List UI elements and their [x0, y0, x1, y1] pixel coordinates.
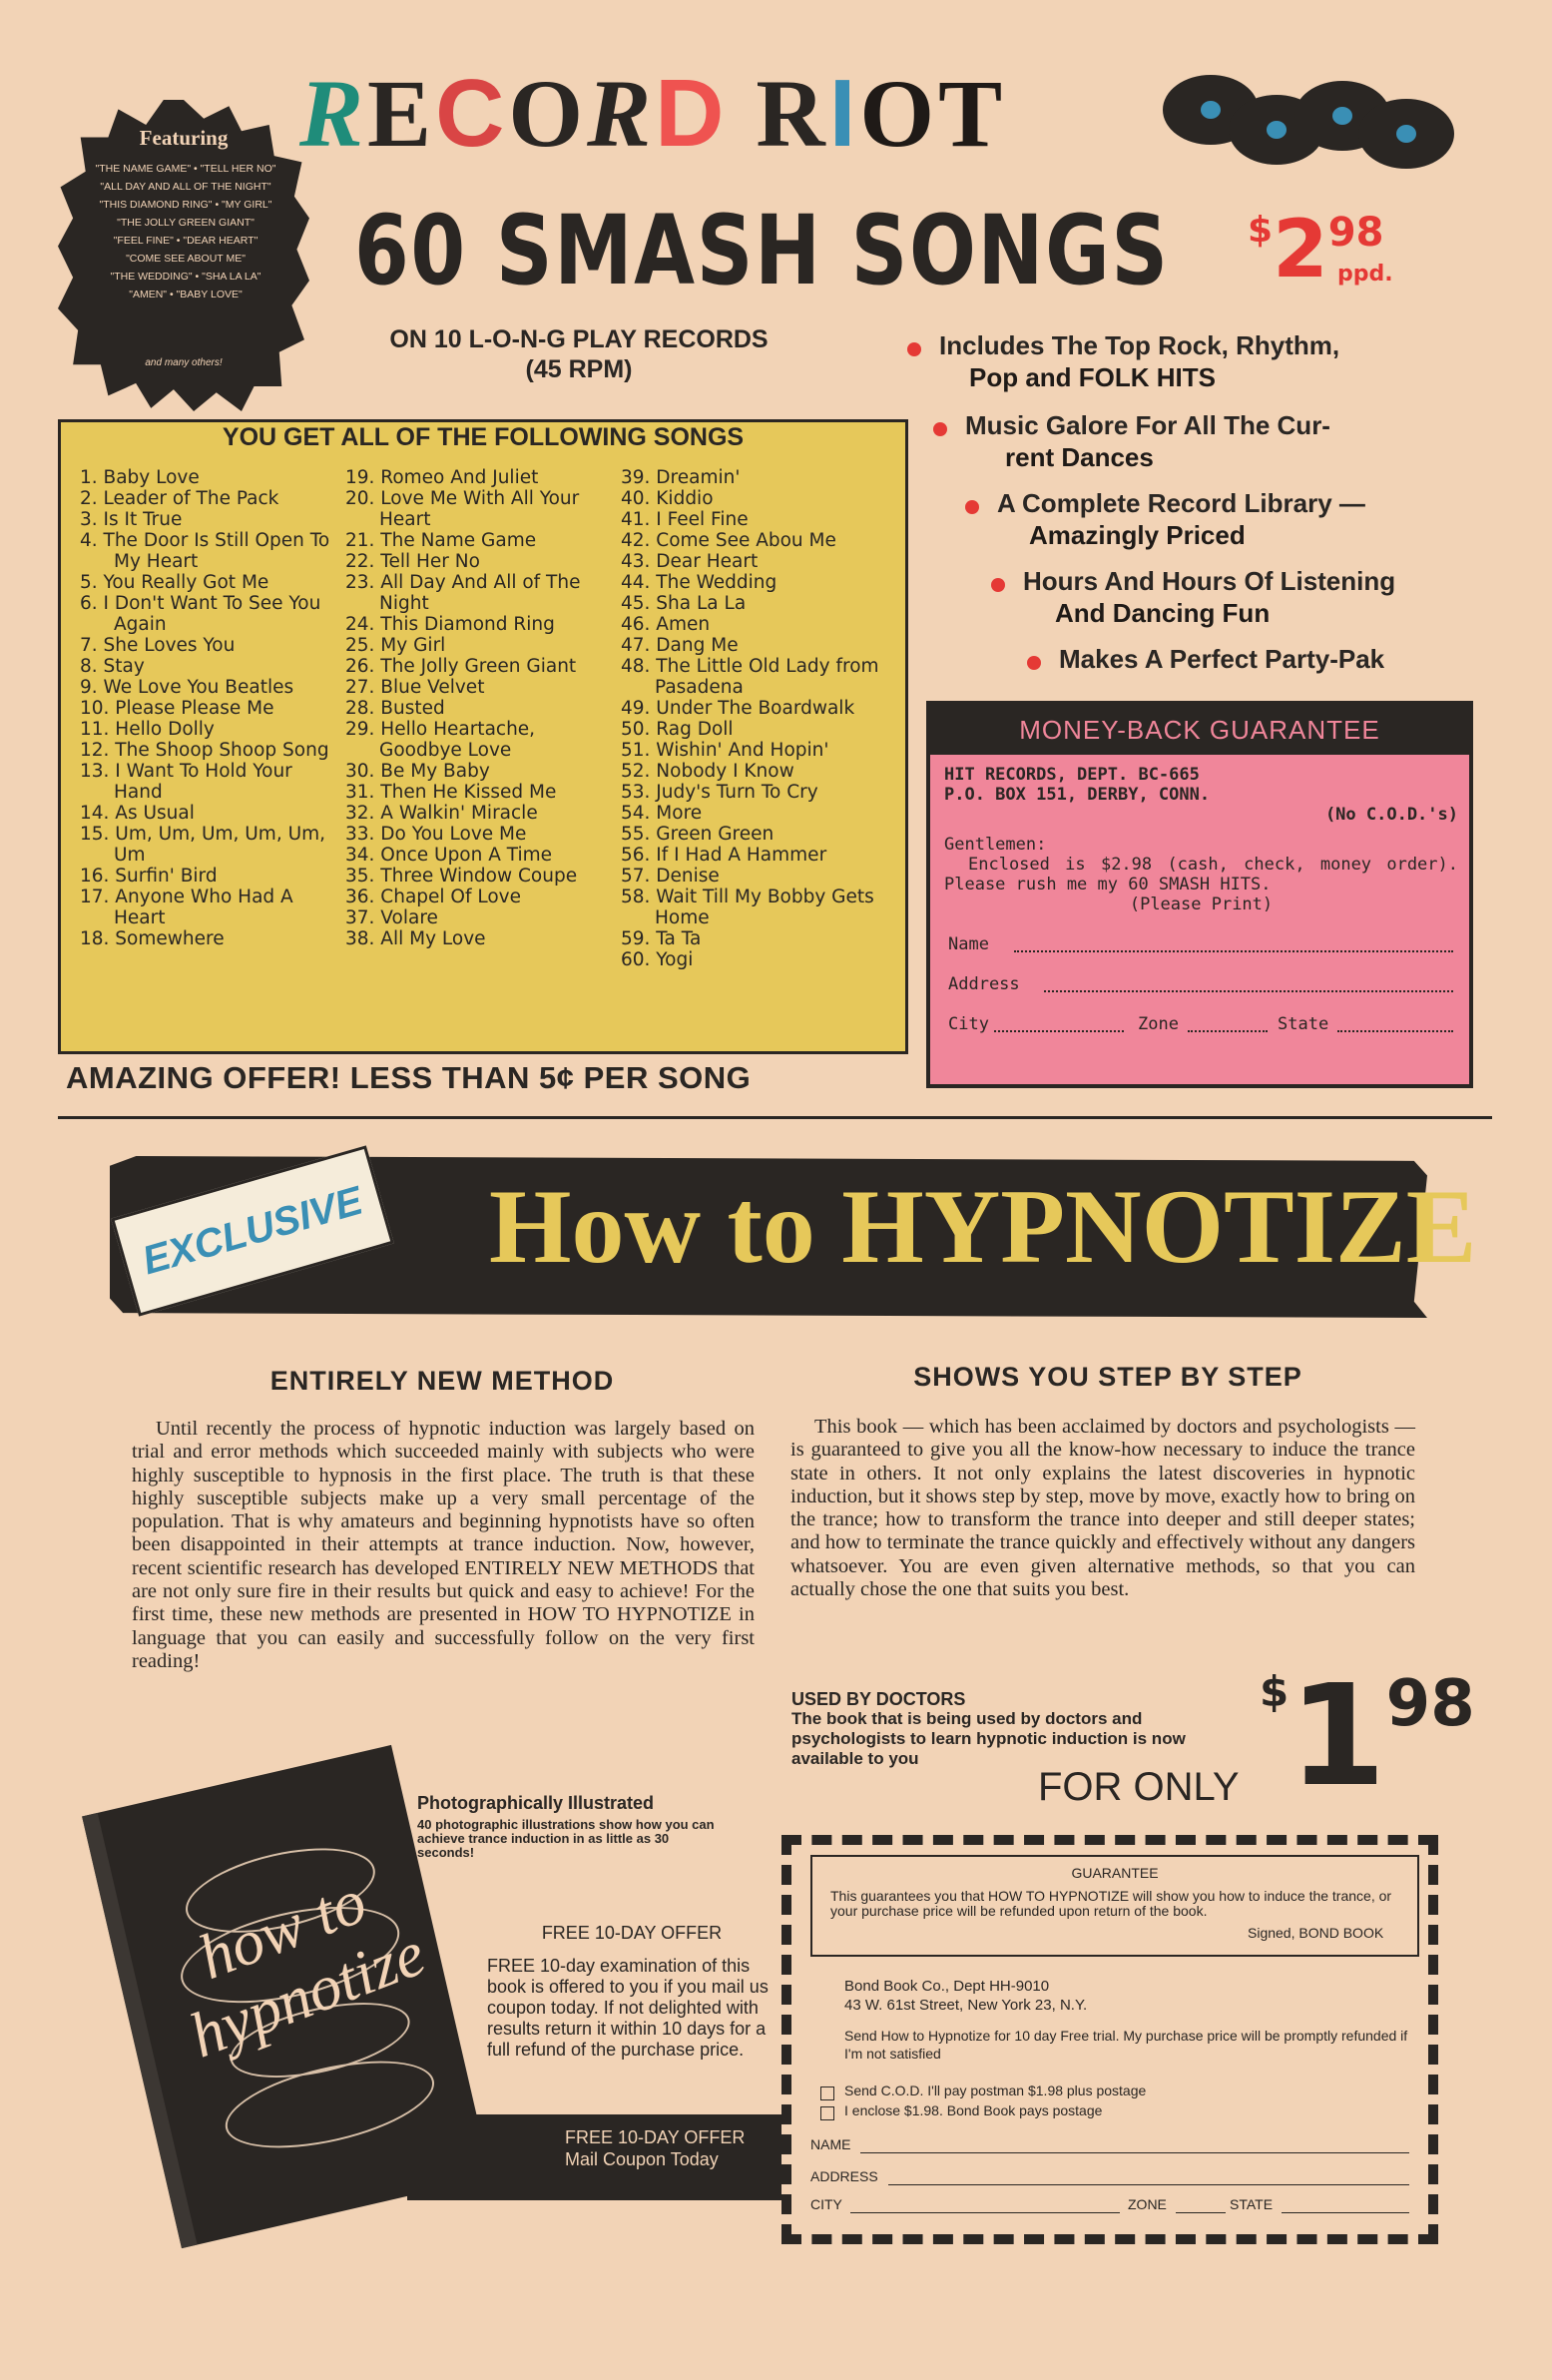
- coupon-state-field[interactable]: [1282, 2212, 1409, 2213]
- songs-column-3: [621, 467, 902, 970]
- song-item: 48. The Little Old Lady from Pasadena: [621, 656, 879, 698]
- coupon-zone-label: ZONE: [1128, 2196, 1167, 2212]
- songs-column-2: [345, 467, 610, 949]
- song-item: 26. The Jolly Green Giant: [345, 656, 577, 677]
- mail-line-1: FREE 10-DAY OFFER: [565, 2127, 746, 2147]
- song-item: 37. Volare: [345, 907, 438, 928]
- divider: [58, 1116, 1492, 1119]
- featuring-item: "COME SEE ABOUT ME": [126, 253, 246, 265]
- hypnotize-title: How to HYPNOTIZE: [489, 1168, 1477, 1285]
- song-item: 7. She Loves You: [80, 635, 236, 656]
- song-item: 58. Wait Till My Bobby Gets Home: [621, 887, 874, 928]
- feature-item-cont: [969, 361, 1216, 393]
- song-item: 15. Um, Um, Um, Um, Um, Um: [80, 824, 326, 866]
- state-field[interactable]: [1337, 1030, 1453, 1032]
- company-name: Bond Book Co., Dept HH-9010: [844, 1978, 1050, 1995]
- price-main: 2: [1273, 203, 1328, 296]
- feature-item: Makes A Perfect Party-Pak: [1059, 644, 1385, 674]
- title-letter: C: [435, 60, 509, 167]
- city-field[interactable]: [994, 1030, 1124, 1032]
- order-details: [844, 1977, 1423, 2063]
- record-disc-icon: [1358, 99, 1454, 169]
- name-label: Name: [948, 934, 989, 954]
- coupon-name-label: NAME: [810, 2136, 851, 2152]
- money-back-body: [944, 765, 1458, 914]
- for-only: FOR ONLY: [1038, 1765, 1240, 1809]
- feature-item-text: rent Dances: [1005, 442, 1154, 472]
- song-item: 24. This Diamond Ring: [345, 614, 555, 635]
- song-item: 9. We Love You Beatles: [80, 677, 294, 698]
- used-text: The book that is being used by doctors and psychologists to learn hypnotic induction is now available to you: [791, 1709, 1186, 1768]
- photo-heading: Photographically Illustrated: [417, 1793, 655, 1813]
- featuring-list: [86, 160, 285, 303]
- featuring-item: "FEEL FINE" • "DEAR HEART": [113, 235, 259, 247]
- song-item: 25. My Girl: [345, 635, 446, 656]
- featuring-item: "AMEN" • "BABY LOVE": [129, 289, 243, 300]
- featuring-title: Featuring: [139, 126, 229, 150]
- prepay-checkbox[interactable]: [820, 2106, 834, 2120]
- coupon-address-field[interactable]: [888, 2184, 1409, 2185]
- song-item: 28. Busted: [345, 698, 445, 719]
- greeting: Gentlemen:: [944, 835, 1047, 855]
- song-item: 54. More: [621, 803, 703, 824]
- address-field[interactable]: [1044, 990, 1453, 992]
- name-field[interactable]: [1014, 950, 1453, 952]
- price-dollar: $: [1260, 1667, 1290, 1716]
- lp-subline: [344, 324, 813, 384]
- price-ppd: ppd.: [1337, 262, 1393, 287]
- coupon-city-field[interactable]: [850, 2212, 1120, 2213]
- title-letter: O: [508, 60, 588, 167]
- mail-coupon-text: [565, 2126, 745, 2170]
- song-item: 43. Dear Heart: [621, 551, 759, 572]
- song-item: 33. Do You Love Me: [345, 824, 527, 845]
- song-item: 56. If I Had A Hammer: [621, 845, 827, 866]
- guarantee-signed: Signed, BOND BOOK: [1248, 1925, 1384, 1941]
- song-item: 4. The Door Is Still Open To My Heart: [80, 530, 330, 572]
- lp-records: ON 10 L-O-N-G PLAY RECORDS: [389, 325, 769, 353]
- order-request: Send How to Hypnotize for 10 day Free trial. My purchase price will be promptly refunded if I'm not satisfied: [844, 2028, 1408, 2062]
- photo-illustrated: [417, 1795, 737, 1860]
- order-address-1: HIT RECORDS, DEPT. BC-665: [944, 765, 1200, 785]
- song-item: 50. Rag Doll: [621, 719, 734, 740]
- featuring-item: "THE JOLLY GREEN GIANT": [117, 217, 255, 229]
- photo-text: 40 photographic illustrations show how you can achieve trance induction in as little as 30 seconds!: [417, 1817, 715, 1860]
- coupon-zone-field[interactable]: [1176, 2212, 1226, 2213]
- title-letter: R: [756, 60, 829, 167]
- book-title: how to hypnotize: [180, 1865, 434, 2072]
- title-letter: O: [859, 60, 939, 167]
- song-item: 32. A Walkin' Miracle: [345, 803, 538, 824]
- featuring-item: "ALL DAY AND ALL OF THE NIGHT": [100, 181, 271, 193]
- book-price: [1260, 1655, 1475, 1818]
- company-address: 43 W. 61st Street, New York 23, N.Y.: [844, 1997, 1088, 2014]
- order-address-2: P.O. BOX 151, DERBY, CONN.: [944, 785, 1211, 805]
- feature-item: Music Galore For All The Cur-: [965, 410, 1330, 440]
- coupon-state-label: STATE: [1230, 2196, 1274, 2212]
- guarantee-text: This guarantees you that HOW TO HYPNOTIZE will show you how to induce the trance, or your purchase price will be refunded upon return of the book.: [830, 1888, 1392, 1919]
- song-item: 38. All My Love: [345, 928, 486, 949]
- song-item: 18. Somewhere: [80, 928, 225, 949]
- song-item: 39. Dreamin': [621, 467, 741, 488]
- coupon-address-label: ADDRESS: [810, 2168, 878, 2184]
- song-item: 11. Hello Dolly: [80, 719, 215, 740]
- left-heading: ENTIRELY NEW METHOD: [269, 1366, 615, 1396]
- song-item: 5. You Really Got Me: [80, 572, 269, 593]
- free-offer: [487, 1923, 776, 2061]
- zone-field[interactable]: [1188, 1030, 1268, 1032]
- price-main: 1: [1289, 1655, 1386, 1818]
- order-text: Enclosed is $2.98 (cash, check, money order). Please rush me my 60 SMASH HITS.: [944, 855, 1458, 894]
- feature-item: A Complete Record Library —: [997, 488, 1365, 518]
- guarantee-title: GUARANTEE: [1071, 1865, 1159, 1881]
- feature-item-cont: [1005, 441, 1154, 473]
- mail-line-2: Mail Coupon Today: [565, 2149, 719, 2169]
- song-item: 46. Amen: [621, 614, 711, 635]
- featuring-item: "THIS DIAMOND RING" • "MY GIRL": [99, 199, 272, 211]
- title-letter: R: [299, 60, 368, 167]
- title-letter: D: [655, 60, 729, 167]
- song-item: 20. Love Me With All Your Heart: [345, 488, 580, 530]
- song-item: 52. Nobody I Know: [621, 761, 794, 782]
- title-letter: E: [367, 60, 436, 167]
- song-item: 36. Chapel Of Love: [345, 887, 522, 907]
- money-back-heading: MONEY-BACK GUARANTEE: [930, 705, 1469, 755]
- price-dollar: $: [1248, 210, 1274, 251]
- records-illustration: [1163, 75, 1462, 175]
- song-item: 3. Is It True: [80, 509, 183, 530]
- song-item: 60. Yogi: [621, 949, 694, 970]
- right-body: This book — which has been acclaimed by doctors and psychologists — is guaranteed to give you all the know-how necessary to induce the trance state in others. It not only explains the latest discoveries in hypnotic induction, but it shows step by step, move by move, exactly how to bring on the trance; how to transform the trance into deeper and still deeper states; and how to terminate the trance quickly and effectively without any dangers whatsoever. You are even given alternative methods, so that you can actually chose the one that suits you best.: [790, 1416, 1415, 1601]
- feature-item-text: Pop and FOLK HITS: [969, 362, 1216, 392]
- song-item: 13. I Want To Hold Your Hand: [80, 761, 292, 803]
- song-item: 34. Once Upon A Time: [345, 845, 553, 866]
- please-print: (Please Print): [1129, 894, 1274, 914]
- song-item: 17. Anyone Who Had A Heart: [80, 887, 293, 928]
- song-item: 35. Three Window Coupe: [345, 866, 578, 887]
- no-cod: (No C.O.D.'s): [1324, 805, 1458, 825]
- song-item: 47. Dang Me: [621, 635, 739, 656]
- song-item: 55. Green Green: [621, 824, 775, 845]
- song-item: 14. As Usual: [80, 803, 195, 824]
- lp-rpm: (45 RPM): [525, 355, 633, 383]
- song-item: 29. Hello Heartache, Goodbye Love: [345, 719, 536, 761]
- left-body: Until recently the process of hypnotic induction was largely based on trial and error methods which succeeded mainly with subjects who were highly susceptible to hypnosis in the first place. The truth is that these highly susceptible subjects make up a very small percentage of the population. That is why amateurs and beginning hypnotists have so often been disappointed in their attempts at trance induction. Now, however, recent scientific research has developed ENTIRELY NEW METHODS that are not only sure fire in their results but quick and easy to achieve! For the first time, these new methods are presented in HOW TO HYPNOTIZE in language that you can easily and successfully follow on the very first reading!: [132, 1418, 755, 1672]
- feature-item-text: Amazingly Priced: [1029, 520, 1246, 550]
- song-item: 12. The Shoop Shoop Song: [80, 740, 329, 761]
- song-item: 45. Sha La La: [621, 593, 747, 614]
- title-letter: I: [828, 60, 860, 167]
- title-letter: R: [587, 60, 656, 167]
- feature-item: Hours And Hours Of Listening: [1023, 566, 1396, 596]
- zone-label: Zone: [1138, 1014, 1179, 1034]
- cod-option: Send C.O.D. I'll pay postman $1.98 plus postage: [844, 2082, 1147, 2098]
- coupon-city-label: CITY: [810, 2196, 842, 2212]
- song-item: 31. Then He Kissed Me: [345, 782, 557, 803]
- feature-item-text: And Dancing Fun: [1055, 598, 1271, 628]
- exclusive-tag: EXCLUSIVE: [111, 1145, 394, 1316]
- prepay-option: I enclose $1.98. Bond Book pays postage: [844, 2102, 1103, 2118]
- feature-item-cont: [1029, 519, 1246, 551]
- used-by-doctors: [791, 1689, 1271, 1769]
- record-riot-title: [299, 58, 1006, 178]
- song-item: 22. Tell Her No: [345, 551, 480, 572]
- featuring-item: "THE NAME GAME" • "TELL HER NO": [95, 163, 276, 175]
- song-item: 8. Stay: [80, 656, 145, 677]
- song-item: 53. Judy's Turn To Cry: [621, 782, 818, 803]
- song-item: 10. Please Please Me: [80, 698, 274, 719]
- song-item: 23. All Day And All of The Night: [345, 572, 581, 614]
- song-item: 40. Kiddio: [621, 488, 714, 509]
- songs-column-1: [80, 467, 334, 949]
- headline: 60 SMASH SONGS: [354, 195, 1170, 306]
- song-item: 44. The Wedding: [621, 572, 777, 593]
- address-label: Address: [948, 974, 1020, 994]
- song-item: 41. I Feel Fine: [621, 509, 749, 530]
- song-item: 1. Baby Love: [80, 467, 200, 488]
- song-item: 51. Wishin' And Hopin': [621, 740, 829, 761]
- amazing-offer: AMAZING OFFER! LESS THAN 5¢ PER SONG: [66, 1060, 752, 1095]
- coupon-name-field[interactable]: [860, 2152, 1409, 2153]
- featuring-item: "THE WEDDING" • "SHA LA LA": [110, 271, 261, 283]
- song-item: 6. I Don't Want To See You Again: [80, 593, 321, 635]
- free-heading: FREE 10-DAY OFFER: [541, 1923, 723, 1943]
- song-item: 16. Surfin' Bird: [80, 866, 218, 887]
- song-item: 49. Under The Boardwalk: [621, 698, 855, 719]
- right-heading: SHOWS YOU STEP BY STEP: [913, 1362, 1302, 1392]
- title-letter: T: [938, 60, 1007, 167]
- cod-checkbox[interactable]: [820, 2086, 834, 2100]
- songs-heading: YOU GET ALL OF THE FOLLOWING SONGS: [222, 423, 745, 451]
- free-text: FREE 10-day examination of this book is offered to you if you mail us coupon today. If not delighted with results return it within 10 days for a full refund of the purchase price.: [487, 1956, 769, 2060]
- featuring-more: and many others!: [145, 357, 223, 368]
- song-item: 57. Denise: [621, 866, 720, 887]
- song-item: 19. Romeo And Juliet: [345, 467, 539, 488]
- record-price: [1248, 203, 1393, 296]
- song-item: 42. Come See Abou Me: [621, 530, 836, 551]
- feature-item: Includes The Top Rock, Rhythm,: [939, 330, 1340, 360]
- feature-item-cont: [1055, 597, 1270, 629]
- price-cents: 98: [1385, 1667, 1475, 1741]
- state-label: State: [1278, 1014, 1329, 1034]
- price-cents: 98: [1327, 210, 1384, 256]
- used-heading: USED BY DOCTORS: [791, 1689, 966, 1709]
- song-item: 59. Ta Ta: [621, 928, 702, 949]
- song-item: 2. Leader of The Pack: [80, 488, 279, 509]
- song-item: 27. Blue Velvet: [345, 677, 485, 698]
- song-item: 21. The Name Game: [345, 530, 537, 551]
- song-item: 30. Be My Baby: [345, 761, 490, 782]
- city-label: City: [948, 1014, 989, 1034]
